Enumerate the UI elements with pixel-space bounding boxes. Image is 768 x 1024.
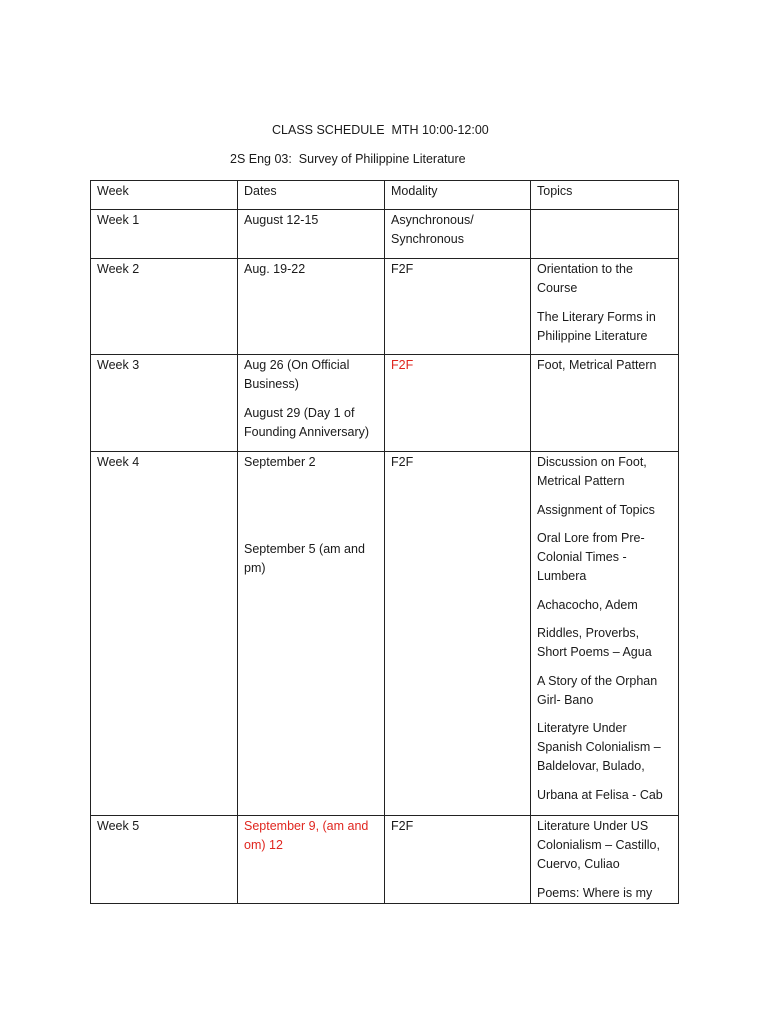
- topic-item: Orientation to the Course: [537, 262, 633, 295]
- topic-item: A Story of the Orphan Girl- Bano: [537, 673, 658, 707]
- dates-cell: [238, 452, 385, 816]
- schedule-title: CLASS SCHEDULE MTH 10:00-12:00: [272, 123, 489, 137]
- table-row: [91, 210, 679, 259]
- dates-cell: [238, 355, 385, 452]
- topics-cell: [531, 452, 679, 816]
- topics-cell: [531, 355, 679, 452]
- topic-item: The Literary Forms in Philippine Literature: [537, 309, 656, 343]
- table-row: [91, 355, 679, 452]
- topic-item: Literatyre Under Spanish Colonialism – Baldelovar, Bulado,: [537, 721, 661, 773]
- header-dates: Dates: [238, 181, 385, 210]
- modality-cell: [385, 355, 531, 452]
- dates-cell: Aug. 19-22: [238, 259, 385, 355]
- date-item: September 2: [244, 455, 316, 469]
- week-cell: Week 4: [91, 452, 238, 816]
- date-highlighted: September 9, (am and om) 12: [244, 819, 369, 852]
- schedule-table: [90, 180, 679, 904]
- modality-cell: F2F: [385, 259, 531, 355]
- modality-cell: F2F: [385, 452, 531, 816]
- date-item: August 29 (Day 1 of Founding Anniversary): [244, 405, 370, 439]
- dates-cell: August 12-15: [238, 210, 385, 259]
- date-item: Aug 26 (On Official Business): [244, 358, 350, 391]
- course-subtitle: 2S Eng 03: Survey of Philippine Literature: [230, 152, 466, 166]
- table-header-row: [91, 181, 679, 210]
- topic-item: Urbana at Felisa - Cab: [537, 787, 663, 802]
- topic-item: Assignment of Topics: [537, 502, 655, 517]
- modality-cell: Asynchronous/ Synchronous: [385, 210, 531, 259]
- week-cell: Week 1: [91, 210, 238, 259]
- topic-item: Poems: Where is my: [537, 885, 653, 900]
- table-row: [91, 452, 679, 816]
- modality-highlighted: F2F: [391, 358, 414, 372]
- topics-cell: [531, 816, 679, 904]
- date-item: September 5 (am and pm): [244, 542, 365, 575]
- week-cell: Week 5: [91, 816, 238, 904]
- table-row: [91, 259, 679, 355]
- topics-cell: [531, 210, 679, 259]
- topic-item: Discussion on Foot, Metrical Pattern: [537, 455, 647, 488]
- week-cell: Week 3: [91, 355, 238, 452]
- topics-cell: [531, 259, 679, 355]
- topic-item: Achacocho, Adem: [537, 597, 638, 612]
- header-modality: Modality: [385, 181, 531, 210]
- table-row: [91, 816, 679, 904]
- modality-cell: F2F: [385, 816, 531, 904]
- header-topics: Topics: [531, 181, 679, 210]
- header-week: Week: [91, 181, 238, 210]
- topic-item: Oral Lore from Pre-Colonial Times - Lumbera: [537, 531, 645, 583]
- topic-item: Literature Under US Colonialism – Castillo, Cuervo, Culiao: [537, 819, 660, 871]
- topic-item: Riddles, Proverbs, Short Poems – Agua: [537, 626, 652, 659]
- topic-item: Foot, Metrical Pattern: [537, 358, 657, 372]
- dates-cell: [238, 816, 385, 904]
- week-cell: Week 2: [91, 259, 238, 355]
